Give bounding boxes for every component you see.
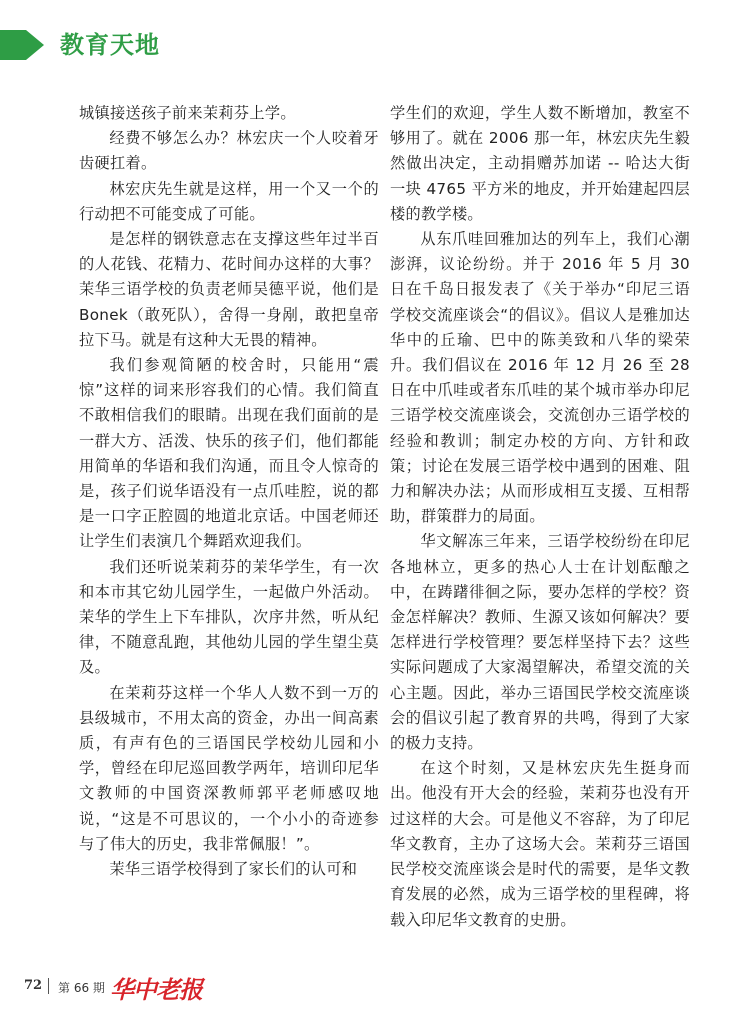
header-green-bar — [0, 30, 26, 60]
paragraph: 经费不够怎么办？林宏庆一个人咬着牙齿硬扛着。 — [79, 129, 379, 173]
section-title: 教育天地 — [60, 30, 160, 59]
paragraph: 是怎样的钢铁意志在支撑这些年过半百的人花钱、花精力、花时间办这样的大事？ 茉华三语学校的负责老师吴德平说，他们是 Bonek（敢死队），舍得一身剐，敢把皇帝拉下马。就是有这种大无畏的精神。 — [79, 230, 379, 349]
paragraph: 林宏庆先生就是这样，用一个又一个的行动把不可能变成了可能。 — [79, 179, 379, 223]
issue-number: 第 66 期 — [58, 981, 105, 995]
header-arrow-icon — [26, 30, 44, 60]
left-column — [79, 101, 379, 882]
paragraph: 在这个时刻，又是林宏庆先生挺身而出。他没有开大会的经验，茉莉芬也没有开过这样的大会。可是他义不容辞，为了印尼华文教育，主办了这场大会。茉莉芬三语国民学校交流座谈会是时代的需要，是华文教育发展的必然，成为三语学校的里程碑，将载入印尼华文教育的史册。 — [390, 759, 690, 929]
right-column — [390, 101, 690, 933]
magazine-logo: 华中老报 — [110, 975, 202, 1004]
paragraph: 在茉莉芬这样一个华人人数不到一万的县级城市，不用太高的资金，办出一间高素质，有声有色的三语国民学校幼儿园和小学，曾经在印尼巡回教学两年，培训印尼华文教师的中国资深教师郭平老师感叹地说，“这是不可思议的，一个小小的奇迹参与了伟大的历史，我非常佩服！”。 — [79, 683, 379, 853]
paragraph: 城镇接送孩子前来茉莉芬上学。 — [79, 104, 296, 122]
footer-divider — [48, 978, 49, 994]
paragraph: 我们参观简陋的校舍时，只能用“震惊”这样的词来形容我们的心情。我们简直不敢相信我们的眼睛。出现在我们面前的是一群大方、活泼、快乐的孩子们，他们都能用简单的华语和我们沟通，而且令人惊奇的是，孩子们说华语没有一点爪哇腔，说的都是一口字正腔圆的地道北京话。中国老师还让学生们表演几个舞蹈欢迎我们。 — [79, 356, 379, 551]
paragraph: 从东爪哇回雅加达的列车上，我们心潮澎湃，议论纷纷。并于 2016 年 5 月 30 日在千岛日报发表了《关于举办“印尼三语学校交流座谈会“的倡议》。倡议人是雅加达华中的丘瑜、巴中的陈美致和八华的梁荣升。我们倡议在 2016 年 12 月 26 至 28 日在中爪哇或者东爪哇的某个城市举办印尼三语学校交流座谈会，交流创办三语学校的经验和教训；制定办校的方向、方针和政策；讨论在发展三语学校中遇到的困难、阻力和解决办法；从而形成相互支援、互相帮助，群策群力的局面。 — [390, 230, 690, 526]
page-header — [0, 0, 755, 80]
page-footer — [0, 970, 755, 1010]
paragraph: 我们还听说茉莉芬的茉华学生，有一次和本市其它幼儿园学生，一起做户外活动。茉华的学生上下车排队，次序井然，听从纪律，不随意乱跑，其他幼儿园的学生望尘莫及。 — [79, 557, 379, 677]
paragraph: 茉华三语学校得到了家长们的认可和 — [109, 860, 358, 879]
paragraph: 学生们的欢迎，学生人数不断增加，教室不够用了。就在 2006 那一年，林宏庆先生毅然做出决定，主动捐赠苏加诺 -- 哈达大街一块 4765 平方米的地皮，并开始建起四层楼的教学楼。 — [390, 104, 690, 223]
paragraph: 华文解冻三年来，三语学校纷纷在印尼各地林立，更多的热心人士在计划酝酿之中，在踌躇徘徊之际，要办怎样的学校？资金怎样解决？教师、生源又该如何解决？要怎样进行学校管理？要怎样坚持下去？这些实际问题成了大家渴望解决，希望交流的关心主题。因此，举办三语国民学校交流座谈会的倡议引起了教育界的共鸣，得到了大家的极力支持。 — [390, 532, 690, 753]
page-number: 72 — [24, 978, 43, 993]
